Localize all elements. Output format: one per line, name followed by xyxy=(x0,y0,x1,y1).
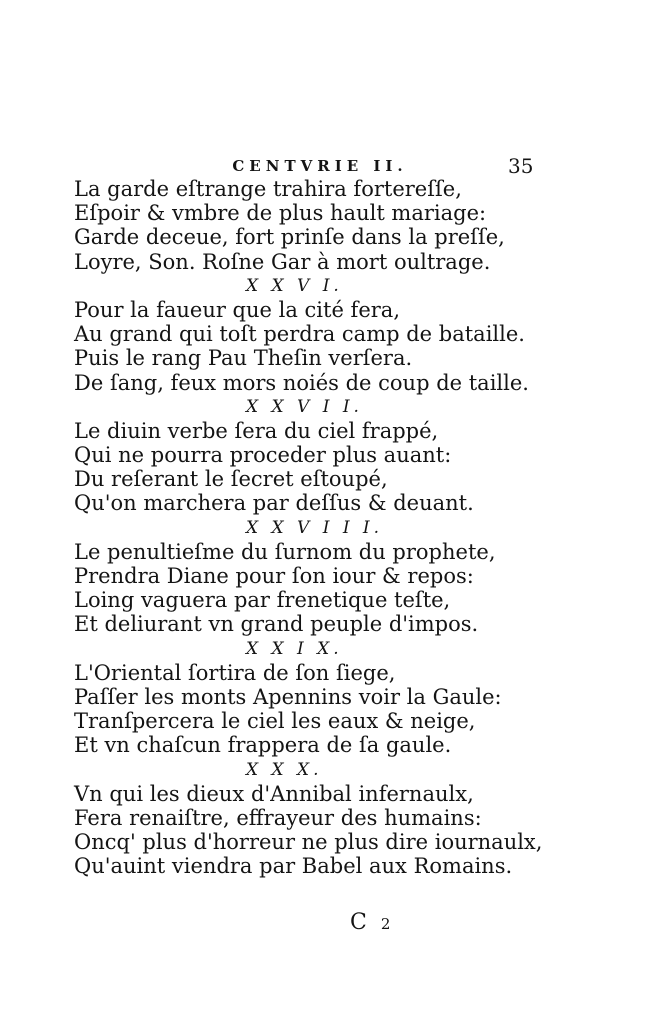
verse-line: Qu'auint viendra par Babel aux Romains. xyxy=(74,854,513,879)
verse-line: Tranſpercera le ciel les eaux & neige, xyxy=(74,709,476,734)
verse-line: Pour la faueur que la cité fera, xyxy=(74,297,400,322)
verse-block xyxy=(74,177,543,879)
verse-line: Eſpoir & vmbre de plus hault mariage: xyxy=(74,201,487,226)
signature-letter: C xyxy=(350,910,367,935)
printer-signature xyxy=(350,910,390,935)
running-head: CENTVRIE II. xyxy=(232,157,408,175)
verse-line: Du reſerant le ſecret eſtoupé, xyxy=(74,467,388,492)
verse-line: Vn qui les dieux d'Annibal infernaulx, xyxy=(74,781,474,806)
verse-line: Prendra Diane pour ſon iour & repos: xyxy=(74,564,474,588)
verse-line: Et vn chaſcun frappera de ſa gaule. xyxy=(74,733,452,758)
verse-line: Le diuin verbe ſera du ciel frappé, xyxy=(74,418,439,443)
page-number: 35 xyxy=(508,154,534,178)
quatrain-number: X X V I I I. xyxy=(246,517,384,538)
signature-number: 2 xyxy=(380,915,391,933)
verse-line: Paſſer les monts Apennins voir la Gaule: xyxy=(74,684,502,709)
verse-line: Au grand qui toſt perdra camp de bataille. xyxy=(74,322,525,347)
verse-line: L'Oriental ſortira de ſon ſiege, xyxy=(74,660,396,685)
verse-line: Qui ne pourra proceder plus auant: xyxy=(74,443,452,468)
quatrain-number: X X V I I. xyxy=(246,396,363,417)
verse-line: Oncq' plus d'horreur ne plus dire iournaulx, xyxy=(74,830,543,855)
verse-line: Qu'on marchera par deſſus & deuant. xyxy=(74,491,474,516)
verse-line: Garde deceue, fort prinſe dans la preſſe, xyxy=(74,225,505,250)
verse-line: Puis le rang Pau Theſin verſera. xyxy=(74,346,413,371)
quatrain-number: X X I X. xyxy=(246,638,343,659)
quatrain-number: X X V I. xyxy=(246,275,343,296)
verse-line: La garde eſtrange trahira fortereſſe, xyxy=(74,177,462,201)
verse-line: Fera renaiſtre, effrayeur des humains: xyxy=(74,805,482,830)
verse-line: Le penultieſme du ſurnom du prophete, xyxy=(74,539,496,564)
verse-line: De ſang, feux mors noiés de coup de taille. xyxy=(74,370,529,395)
quatrain-number: X X X. xyxy=(246,759,323,780)
verse-line: Loing vaguera par frenetique teſte, xyxy=(74,588,451,613)
verse-line: Et deliurant vn grand peuple d'impos. xyxy=(74,612,479,637)
verse-line: Loyre, Son. Roſne Gar à mort oultrage. xyxy=(74,249,491,274)
